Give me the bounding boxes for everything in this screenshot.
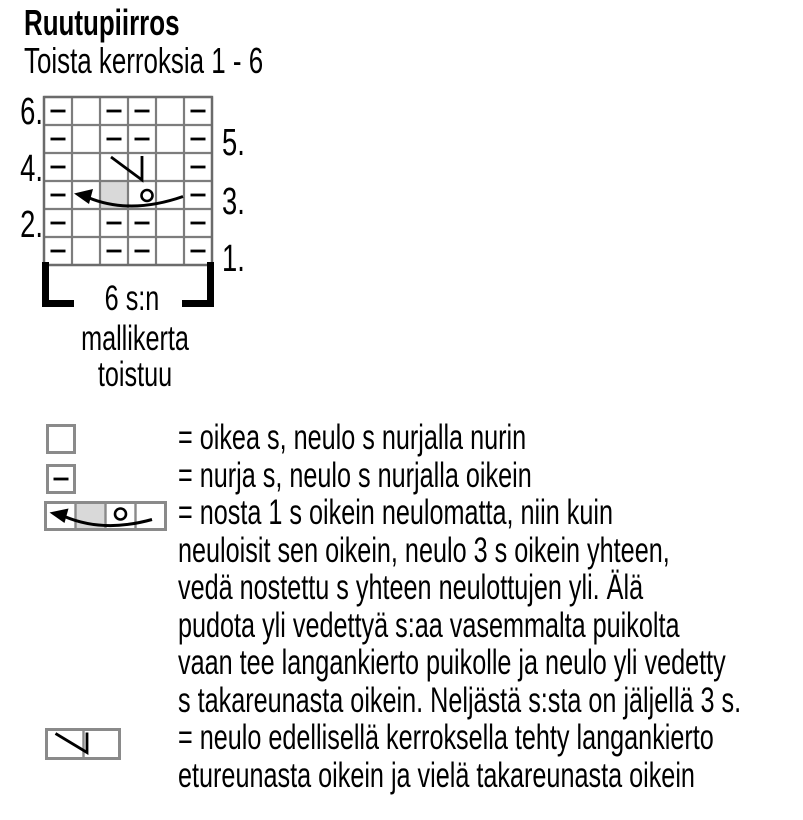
purl-dash: [191, 138, 206, 141]
purl-dash: [191, 194, 206, 197]
purl-dash: [135, 138, 150, 141]
slip-stitch-arrow: [74, 189, 183, 206]
legend-text-line: = neulo edellisellä kerroksella tehty langankierto: [178, 718, 714, 757]
repeat-caption-line2: toistuu: [97, 355, 173, 394]
purl-dash: [135, 110, 150, 113]
page-title: Ruutupiirros: [24, 2, 180, 43]
legend-text-line: vedä nostettu s yhteen neulottujen yli. Älä: [178, 568, 644, 607]
purl-dash: [51, 250, 66, 253]
purl-dash: [191, 250, 206, 253]
legend-item-twisted-yarnover-box: [178, 719, 803, 794]
legend-text-line: etureunasta oikein ja vielä takareunasta oikein: [178, 755, 695, 795]
legend-item-knit-square: [178, 419, 803, 457]
legend-item-purl-square: [178, 457, 803, 495]
purl-dash: [191, 166, 206, 169]
chart-grid-lines: [44, 97, 212, 265]
purl-dash: [135, 250, 150, 253]
row-label-6: 6.: [20, 91, 43, 133]
repeat-caption-line1: mallikerta: [81, 319, 189, 358]
yarnover-circle: [142, 190, 153, 201]
row-label-3: 3.: [222, 181, 245, 223]
legend-item-slip-arrow-strip: [178, 494, 803, 719]
grid-cell-shaded: [101, 182, 127, 208]
legend-purl-symbol: [48, 466, 75, 493]
purl-dash: [51, 194, 66, 197]
legend-text-line: neuloisit sen oikein, neulo 3 s oikein yhteen,: [178, 530, 670, 570]
legend-text-line: pudota yli vedettyä s:aa vasemmalta puikolta: [178, 605, 680, 645]
row-label-5: 5.: [222, 122, 245, 164]
purl-dash: [107, 110, 122, 113]
legend-text-line: = oikea s, neulo s nurjalla nurin: [178, 418, 527, 457]
row-label-4: 4.: [20, 148, 43, 190]
row-label-1: 1.: [222, 238, 245, 280]
repeat-caption: [55, 321, 215, 393]
legend-text-column: [178, 419, 803, 794]
legend-text-line: = nurja s, neulo s nurjalla oikein: [178, 455, 532, 495]
legend-text-line: s takareunasta oikein. Neljästä s:sta on jäljellä 3 s.: [178, 680, 742, 720]
row-label-2: 2.: [20, 204, 43, 246]
purl-dash: [107, 250, 122, 253]
repeat-rows-instruction: Toista kerroksia 1 - 6: [24, 40, 264, 81]
twisted-yarnover-symbol: [111, 156, 142, 180]
purl-dash: [191, 222, 206, 225]
stitch-count-label: 6 s:n: [104, 279, 160, 318]
purl-dash: [51, 138, 66, 141]
purl-dash: [51, 166, 66, 169]
chart-grid-border: [44, 97, 212, 265]
purl-dash: [51, 110, 66, 113]
legend-text-line: vaan tee langankierto puikolle ja neulo yli vedetty: [178, 643, 726, 682]
legend-twisted-yarnover-symbol: [47, 730, 120, 759]
legend-knit-symbol: [48, 426, 75, 453]
purl-dash: [51, 222, 66, 225]
legend-text-line: = nosta 1 s oikein neulomatta, niin kuin: [178, 493, 613, 532]
purl-dash: [107, 138, 122, 141]
purl-dash: [107, 222, 122, 225]
purl-dash: [135, 222, 150, 225]
legend-slip-strip-symbol: [46, 503, 166, 530]
purl-dash: [191, 110, 206, 113]
